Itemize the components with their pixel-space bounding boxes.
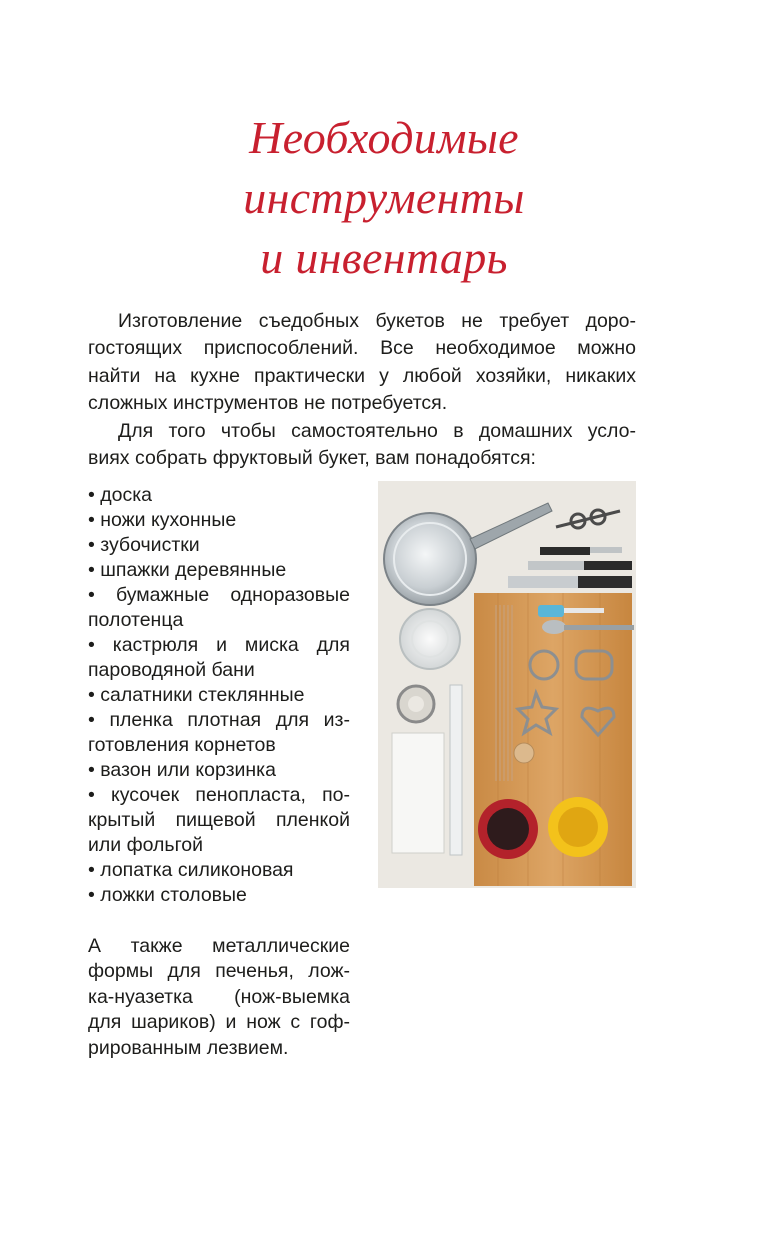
silicone-spatula	[538, 605, 564, 617]
outro-line-2: формы для печенья, лож-	[88, 960, 350, 983]
intro-text	[88, 308, 636, 472]
film-tube	[450, 685, 462, 855]
page-title	[120, 108, 648, 288]
list-item: • шпажки деревянные	[88, 559, 287, 581]
tools-list	[88, 483, 350, 908]
list-item: • кусочек пенопласта, по-	[88, 784, 350, 806]
outro-line-5: рированным лезвием.	[88, 1036, 289, 1059]
list-item: • вазон или корзинка	[88, 759, 276, 781]
title-line-3: и инвентарь	[260, 232, 508, 283]
intro-p1-line-4: сложных инструментов не потребуется.	[88, 392, 448, 415]
intro-p2-line-1: Для того чтобы самостоятельно в домашних усло-	[118, 419, 636, 442]
outro-line-4: для шариков) и нож с гоф-	[88, 1011, 350, 1034]
outro-line-3: ка-нуазетка (нож-выемка	[88, 985, 350, 1008]
intro-p2-line-2: виях собрать фруктовый букет, вам понадобятся:	[88, 447, 536, 470]
outro-line-1: А также металлические	[88, 935, 350, 957]
toothpicks	[514, 743, 534, 763]
paper-towel	[392, 733, 444, 853]
saucepan	[384, 513, 476, 605]
list-item-continued: готовления корнетов	[88, 734, 276, 756]
intro-p1-line-1: Изготовление съедобных букетов не требует доро-	[118, 310, 636, 332]
outro-text	[88, 934, 350, 1061]
intro-p1-line-3: найти на кухне практически у любой хозяйки, никаких	[88, 364, 636, 387]
glass-bowl	[400, 609, 460, 669]
list-item-continued: полотенца	[88, 609, 184, 631]
list-item: • пленка плотная для из-	[88, 709, 350, 731]
list-item: • ложки столовые	[88, 884, 247, 906]
list-item-continued: крытый пищевой пленкой	[88, 809, 350, 831]
list-item: • зубочистки	[88, 534, 200, 556]
spoon	[542, 620, 566, 634]
list-item: • бумажные одноразовые	[88, 584, 350, 606]
title-line-2: инструменты	[243, 172, 525, 223]
list-item: • доска	[88, 484, 153, 506]
list-item: • лопатка силиконовая	[88, 859, 294, 881]
list-item: • ножи кухонные	[88, 509, 237, 531]
tools-photo	[378, 481, 636, 888]
title-line-1: Необходимые	[249, 112, 519, 163]
list-item: • кастрюля и миска для	[88, 634, 350, 656]
list-item-continued: пароводяной бани	[88, 659, 255, 681]
list-item-continued: или фольгой	[88, 834, 204, 856]
intro-p1-line-2: гостоящих приспособлений. Все необходимое можно	[88, 337, 636, 360]
list-item: • салатники стеклянные	[88, 684, 305, 706]
